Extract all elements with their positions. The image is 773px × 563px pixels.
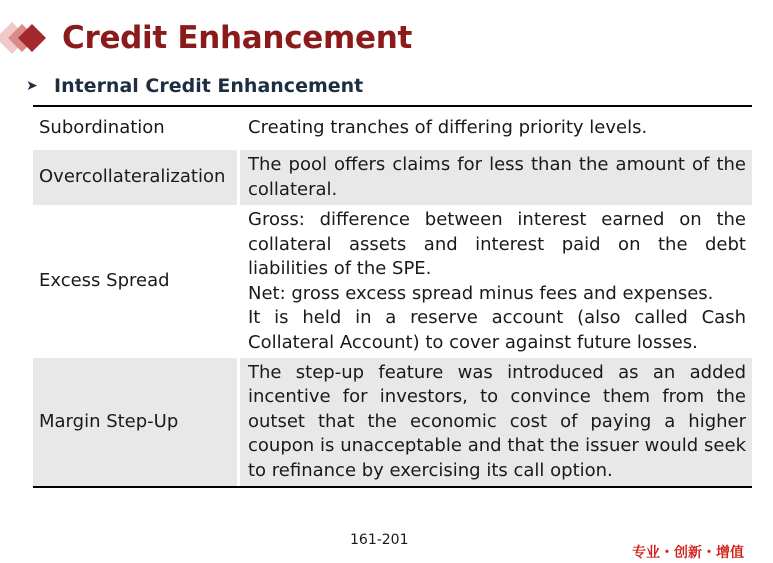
row-label: Excess Spread — [39, 270, 170, 292]
row-label: Margin Step-Up — [33, 358, 237, 486]
row-description — [240, 358, 752, 486]
table-row — [33, 107, 752, 150]
description-paragraph: The step-up feature was introduced as an added incentive for investors, to convince them from the outset that the economic cost of paying a higher coupon is unacceptable and that the issuer would seek to refinance by exercising its call option. — [248, 361, 746, 481]
description-paragraph: Creating tranches of differing priority levels. — [248, 117, 648, 139]
diamond-logo-icon — [0, 18, 52, 60]
credit-enhancement-table — [33, 105, 752, 488]
table-row — [33, 205, 752, 358]
row-description — [240, 150, 752, 205]
row-description — [240, 107, 752, 150]
subtitle-text: Internal Credit Enhancement — [54, 75, 364, 97]
table-row — [33, 150, 752, 205]
description-paragraph: Net: gross excess spread minus fees and expenses. — [248, 282, 714, 304]
footer-slogan: 专业・创新・增值 — [632, 545, 744, 561]
row-description — [240, 205, 752, 358]
description-paragraph: It is held in a reserve account (also called Cash Collateral Account) to cover against future losses. — [248, 307, 746, 353]
page-number: 161-201 — [350, 532, 409, 548]
row-label: Overcollateralization — [33, 150, 237, 205]
arrow-bullet-icon: ➤ — [26, 78, 38, 94]
description-paragraph: Gross: difference between interest earned on the collateral assets and interest paid on the debt liabilities of the SPE. — [248, 209, 746, 279]
row-label: Subordination — [39, 117, 165, 139]
section-subtitle — [26, 74, 363, 98]
description-paragraph: The pool offers claims for less than the amount of the collateral. — [248, 154, 746, 200]
table-row — [33, 358, 752, 486]
page-title: Credit Enhancement — [62, 20, 413, 56]
